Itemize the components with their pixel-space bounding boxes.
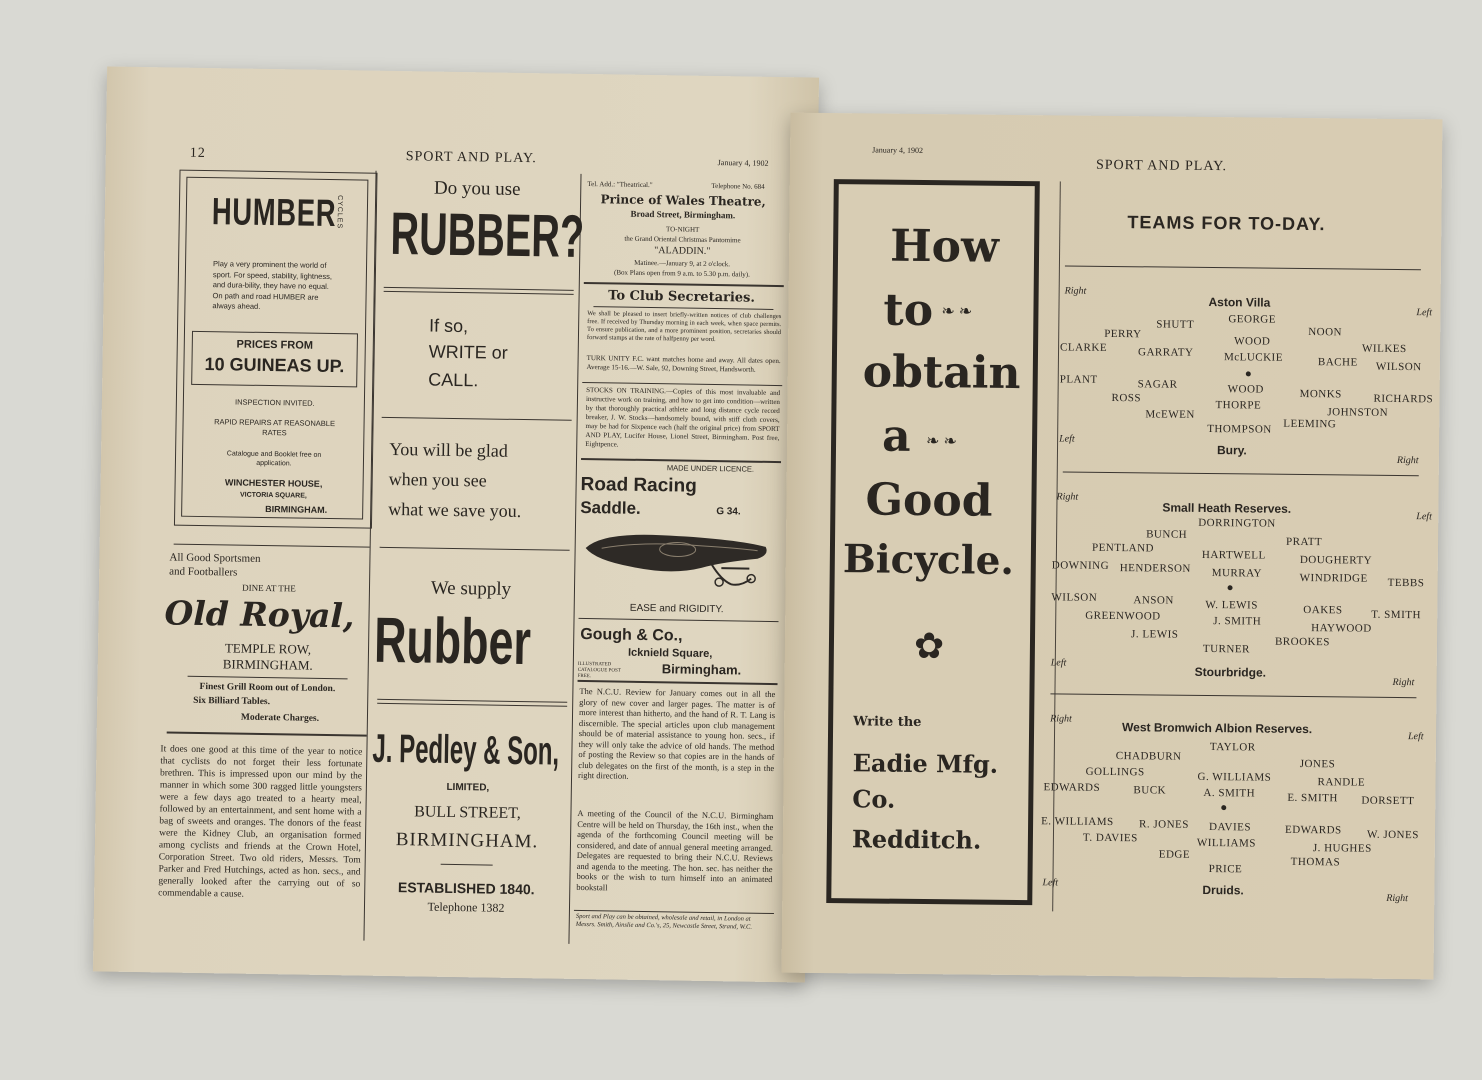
divider — [382, 417, 572, 421]
council-article: A meeting of the Council of the N.C.U. Birmingham Centre will be held on Thursday, the 16th inst., when the agenda of the forthcoming Council meeting will be considered, and date of annual general meeting arranged. Delegates are requested to bring their N.C.U. Reviews and agenda to the meeting. The hon. sec. has neither the books or the wish to turn himself into an animated bookstall — [576, 807, 774, 892]
divider — [380, 547, 570, 551]
rubber-if-so: If so, — [428, 315, 469, 337]
player: EDWARDS — [1043, 781, 1101, 794]
humber-address-3: BIRMINGHAM. — [265, 504, 328, 515]
old-royal-name: Old Royal, — [164, 593, 355, 636]
rubber-call: CALL. — [428, 369, 479, 391]
masthead: SPORT AND PLAY. — [405, 149, 537, 167]
rubber-q2: RUBBER? — [390, 199, 585, 270]
player: SHUTT — [1156, 318, 1195, 331]
humber-blurb: Play a very prominent the world of sport. For speed, stability, lightness, and dura-bility, they have no equal. On path and road HUMBER are always ahead. — [212, 259, 333, 311]
left-page — [93, 66, 819, 982]
player: J. HUGHES — [1312, 842, 1372, 855]
player: WOOD — [1227, 383, 1264, 396]
player: LEEMING — [1283, 417, 1337, 431]
player: SAGAR — [1137, 378, 1178, 391]
rubber-glad-2: when you see — [388, 468, 487, 491]
player: WINDRIDGE — [1299, 571, 1368, 585]
side-right-label: Right — [1396, 454, 1419, 467]
date: January 4, 1902 — [717, 158, 769, 168]
footer-note: Sport and Play can be obtained, wholesale and retail, in London at Messrs. Smith, Ainslie and Co.'s, 25, Newcastle Street, Strand, W.C. — [575, 912, 753, 931]
player: HARTWELL — [1201, 548, 1266, 562]
player: HAYWOOD — [1311, 622, 1372, 635]
pedley-city: BIRMINGHAM. — [395, 829, 539, 853]
player: DOWNING — [1051, 559, 1110, 572]
player: E. SMITH — [1287, 791, 1338, 805]
player: MURRAY — [1211, 567, 1263, 580]
theatre-address: Broad Street, Birmingham. — [630, 208, 736, 221]
date: January 4, 1902 — [872, 145, 924, 155]
humber-address-1: WINCHESTER HOUSE, — [224, 477, 323, 489]
player: HENDERSON — [1119, 562, 1191, 575]
bicycle-town: Redditch. — [851, 824, 982, 855]
rubber-supply: We supply — [430, 577, 512, 600]
pedley-limited: LIMITED, — [446, 781, 490, 794]
humber-catalogue: Catalogue and Booklet free on application. — [226, 450, 322, 468]
humber-guineas: 10 GUINEAS UP. — [204, 354, 345, 377]
player: McLUCKIE — [1223, 351, 1284, 364]
bicycle-line-2: to — [883, 284, 934, 337]
bicycle-maker-2: Co. — [852, 784, 896, 814]
saddle-licence: MADE UNDER LICENCE. — [666, 463, 755, 474]
divider — [1063, 471, 1419, 476]
theatre-name: Prince of Wales Theatre, — [600, 192, 766, 209]
team-home: Small Heath Reserves. — [1162, 500, 1292, 516]
player: GREENWOOD — [1085, 609, 1161, 623]
old-royal-street: TEMPLE ROW, — [224, 640, 312, 657]
old-royal-intro-1: All Good Sportsmen — [169, 551, 261, 565]
player: RICHARDS — [1373, 392, 1434, 406]
divider — [384, 291, 574, 295]
divider — [1065, 265, 1421, 270]
player: BUCK — [1133, 784, 1167, 797]
pedley-telephone: Telephone 1382 — [427, 899, 505, 915]
flower-ornament-icon: ✿ — [913, 625, 945, 667]
player: PLANT — [1059, 373, 1098, 386]
page-number: 12 — [189, 145, 206, 162]
leaf-ornament-icon: ❧ ❧ — [941, 303, 973, 321]
saddle-city: Birmingham. — [661, 661, 742, 678]
side-left-label: Left — [1416, 511, 1432, 523]
side-right-label: Right — [1056, 491, 1079, 503]
divider — [188, 676, 348, 680]
leaf-ornament-icon: ❧ ❧ — [925, 433, 957, 451]
divider — [441, 864, 493, 866]
bicycle-ad — [826, 179, 1040, 905]
theatre-matinee: Matinee.—January 9, at 2 o'clock. — [634, 258, 731, 269]
humber-inspection: INSPECTION INVITED. — [235, 397, 315, 408]
right-page — [782, 113, 1443, 980]
player: THORPE — [1215, 399, 1262, 412]
player: DAVIES — [1208, 821, 1252, 834]
saddle-illustrated: ILLUSTRATED CATALOGUE POST FREE. — [577, 661, 621, 680]
player: THOMPSON — [1207, 422, 1272, 436]
bicycle-write: Write the — [853, 714, 922, 731]
humber-prices-from: PRICES FROM — [236, 338, 314, 352]
bicycle-maker-1: Eadie Mfg. — [852, 748, 999, 779]
theatre-panto: the Grand Oriental Christmas Pantomime — [624, 234, 741, 245]
divider — [377, 699, 567, 703]
theatre-tonight: TO-NIGHT — [665, 225, 700, 234]
divider — [579, 618, 779, 622]
side-left-label: Left — [1059, 433, 1075, 445]
saddle-maker: Gough & Co., — [580, 625, 683, 645]
team-away: Druids. — [1202, 882, 1244, 898]
teams-heading: TEAMS FOR TO-DAY. — [1127, 212, 1326, 235]
saddle-code: G 34. — [716, 506, 741, 518]
theatre-tel-no: Telephone No. 684 — [711, 181, 765, 191]
theatre-show: "ALADDIN." — [654, 245, 711, 257]
player: WILSON — [1051, 591, 1098, 604]
ncu-review-article: The N.C.U. Review for January comes out in all the glory of new cover and larger pages. The matter is of more interest than hitherto, and the hand of R. T. Lang is discernible. The special articles upon club management should be of material assistance to young hon. secs., if they will only take the advice of old hands. The method of posting the Review so that copies are in the hands of club delegates on the first of the month, is a step in the right direction. — [578, 685, 776, 781]
divider — [578, 680, 778, 685]
player: ROSS — [1111, 391, 1142, 405]
centre-dot — [1228, 585, 1233, 590]
bicycle-line-4: a — [881, 410, 911, 462]
player: BROOKES — [1274, 635, 1330, 649]
old-royal-charges: Moderate Charges. — [240, 712, 320, 724]
player: THOMAS — [1290, 855, 1341, 869]
player: TURNER — [1202, 642, 1250, 656]
saddle-title-1: Road Racing — [580, 473, 697, 497]
divider — [174, 544, 370, 548]
masthead: SPORT AND PLAY. — [1095, 157, 1228, 175]
rubber-write: WRITE or — [428, 341, 508, 363]
saddle-illustration — [581, 526, 772, 599]
player: WILKES — [1362, 342, 1407, 356]
player: WILSON — [1375, 360, 1422, 374]
player: DORSETT — [1361, 794, 1415, 808]
player: GOLLINGS — [1085, 765, 1145, 779]
player: CLARKE — [1060, 341, 1108, 354]
player: E. WILLIAMS — [1041, 815, 1114, 829]
player: W. JONES — [1366, 828, 1419, 842]
side-left-label: Left — [1416, 307, 1433, 319]
old-royal-city: BIRMINGHAM. — [222, 656, 313, 673]
team-away: Bury. — [1216, 443, 1247, 458]
player: W. LEWIS — [1205, 598, 1258, 612]
rubber-q1: Do you use — [433, 177, 521, 200]
saddle-title-2: Saddle. — [580, 497, 641, 518]
stocks-notice: STOCKS ON TRAINING.—Copies of this most invaluable and instructive work on training, and how to get into condition—written by that thoroughly practical athlete and long distance cycle record breaker, J. W. Stocks—handsomely bound, with stiff cloth covers, may be had for Sixpence each (half the original price) from SPORT AND PLAY, Lucifer House, Lionel Street, Birmingham. Post free, Eightpence. — [585, 386, 781, 449]
player: PRICE — [1208, 863, 1243, 876]
side-right-label: Right — [1392, 676, 1415, 689]
theatre-tel-add: Tel. Add.: "Theatrical." — [587, 180, 653, 190]
player: PRATT — [1285, 535, 1323, 549]
side-left-label: Left — [1050, 657, 1067, 669]
old-royal-dine: DINE AT THE — [242, 582, 296, 594]
player: ANSON — [1133, 594, 1174, 607]
player: WILLIAMS — [1196, 836, 1256, 850]
player: EDGE — [1158, 848, 1191, 861]
player: PERRY — [1104, 327, 1142, 341]
centre-dot — [1246, 371, 1251, 376]
column-article: It does one good at this time of the year to notice that cyclists do not forget their less fortunate brethren. This is impressed upon our mind by the manner in which some 300 ragged little youngsters were a few days ago treated to a hearty meal, followed by an entertainment, and sent home with a bag of sweets and oranges. The donors of the feast were the Kidney Club, an organisation formed among cyclists and friends at the Crown Hotel, Corporation Street. Two old riders, Messrs. Tom Parker and Fred Hutchings, acted as hon. secs., and generally looked after the carrying out of so commendable a cause. — [158, 744, 363, 900]
team-away: Stourbridge. — [1194, 664, 1267, 680]
rubber-glad-1: You will be glad — [389, 438, 509, 461]
player: JOHNSTON — [1327, 406, 1389, 419]
divider — [167, 731, 367, 736]
player: BACHE — [1317, 356, 1358, 369]
bicycle-line-5: Good — [865, 474, 993, 527]
player: T. SMITH — [1371, 608, 1421, 622]
player: R. JONES — [1139, 818, 1189, 831]
player: DORRINGTON — [1198, 516, 1276, 530]
divider — [377, 703, 567, 707]
divider — [1050, 693, 1416, 698]
divider — [584, 282, 784, 287]
humber-ad — [174, 170, 378, 529]
pedley-name: J. Pedley & Son, — [372, 726, 560, 774]
humber-repairs: RAPID REPAIRS AT REASONABLE RATES — [214, 417, 336, 438]
side-left-label: Left — [1407, 731, 1424, 743]
secretaries-heading: To Club Secretaries. — [608, 288, 756, 306]
bicycle-line-6: Bicycle. — [842, 536, 1015, 584]
side-right-label: Right — [1064, 285, 1087, 297]
humber-brand: HUMBER — [211, 191, 337, 236]
pedley-established: ESTABLISHED 1840. — [397, 879, 535, 898]
player: GEORGE — [1228, 313, 1277, 326]
player: BUNCH — [1146, 528, 1188, 541]
side-right-label: Right — [1050, 713, 1072, 725]
player: J. SMITH — [1213, 615, 1262, 628]
player: RANDLE — [1317, 776, 1366, 789]
centre-dot — [1221, 805, 1226, 810]
bicycle-line-1: How — [889, 220, 1000, 273]
old-royal-billiard: Six Billiard Tables. — [193, 695, 271, 708]
player: McEWEN — [1145, 408, 1195, 421]
divider — [384, 287, 574, 291]
old-royal-grill: Finest Grill Room out of London. — [199, 681, 336, 695]
player: OAKES — [1303, 604, 1343, 617]
player: WOOD — [1234, 335, 1271, 348]
player: TAYLOR — [1209, 741, 1256, 754]
player: MONKS — [1299, 387, 1342, 401]
player: GARRATY — [1137, 346, 1194, 359]
player: A. SMITH — [1203, 786, 1256, 800]
player: T. DAVIES — [1082, 831, 1138, 845]
player: JONES — [1299, 757, 1336, 771]
rubber-word: Rubber — [373, 603, 532, 679]
turk-unity-notice: TURK UNITY F.C. want matches home and away. All dates open. Average 15-16.—W. Sale, 92, Downing Street, Handsworth. — [586, 354, 781, 374]
player: PENTLAND — [1091, 541, 1155, 555]
humber-price-box — [191, 331, 358, 388]
player: DOUGHERTY — [1299, 553, 1373, 567]
side-left-label: Left — [1042, 877, 1059, 889]
saddle-street: Icknield Square, — [627, 646, 713, 661]
side-right-label: Right — [1386, 892, 1409, 905]
divider — [593, 306, 773, 310]
pedley-street: BULL STREET, — [414, 803, 521, 823]
theatre-box: (Box Plans open from 9 a.m. to 5.30 p.m. daily). — [613, 268, 750, 279]
player: J. LEWIS — [1131, 628, 1179, 641]
player: TEBBS — [1387, 576, 1425, 590]
humber-cycles: CYCLES — [335, 195, 344, 230]
rubber-glad-3: what we save you. — [388, 498, 522, 522]
bicycle-line-3: obtain — [862, 346, 1021, 400]
secretaries-notice: We shall be pleased to insert briefly-written notices of club challenges free. If received by Thursday morning in each week, when space permits. To ensure publication, and a more prominent position, secretaries should forward stamps at the rate of halfpenny per word. — [586, 310, 782, 344]
player: CHADBURN — [1115, 750, 1182, 763]
player: EDWARDS — [1284, 823, 1342, 837]
column-rule — [1052, 181, 1061, 911]
divider — [581, 458, 781, 463]
saddle-ease: EASE and RIGIDITY. — [629, 602, 724, 616]
humber-address-2: VICTORIA SQUARE, — [239, 491, 307, 500]
old-royal-intro-2: and Footballers — [169, 565, 238, 579]
team-home: Aston Villa — [1208, 294, 1271, 310]
player: G. WILLIAMS — [1197, 770, 1272, 784]
player: NOON — [1308, 326, 1343, 339]
team-home: West Bromwich Albion Reserves. — [1122, 720, 1313, 737]
